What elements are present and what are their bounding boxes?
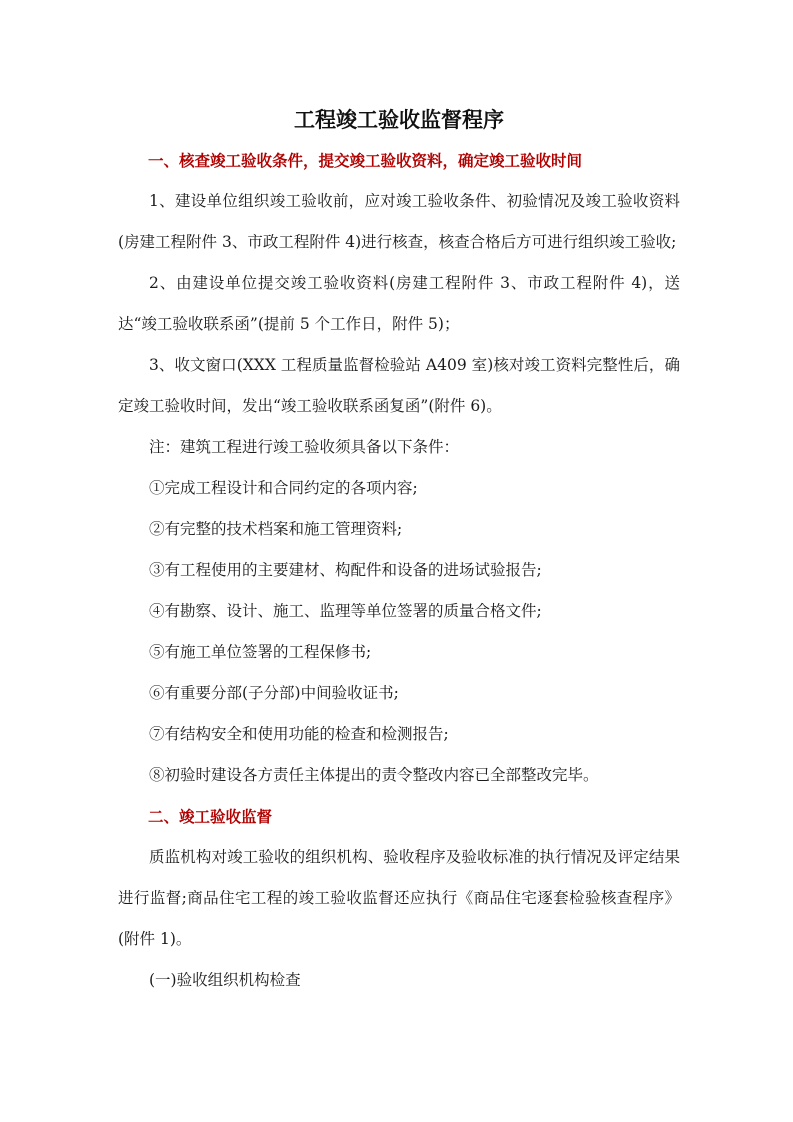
conditions-note: 注：建筑工程进行竣工验收须具备以下条件： [149, 438, 460, 456]
condition-item-8: ⑧初验时建设各方责任主体提出的责令整改内容已全部整改完毕。 [149, 766, 599, 784]
subsection-1-heading: (一)验收组织机构检查 [149, 971, 301, 989]
section-1-paragraph-3: 3、收文窗口(XXX 工程质量监督检验站 A409 室)核对竣工资料完整性后，确定竣工验收时间，发出“竣工验收联系函复函”(附件 6)。 [118, 356, 680, 415]
section-1-paragraph-1: 1、建设单位组织竣工验收前，应对竣工验收条件、初验情况及竣工验收资料(房建工程附件 3、市政工程附件 4)进行核查，核查合格后方可进行组织竣工验收; [118, 192, 680, 251]
section-2-paragraph-1: 质监机构对竣工验收的组织机构、验收程序及验收标准的执行情况及评定结果进行监督;商品住宅工程的竣工验收监督还应执行《商品住宅逐套检验核查程序》(附件 1)。 [118, 848, 680, 948]
condition-item-2: ②有完整的技术档案和施工管理资料; [149, 520, 403, 538]
section-2-heading: 二、竣工验收监督 [148, 807, 273, 826]
section-1-heading: 一、核查竣工验收条件，提交竣工验收资料，确定竣工验收时间 [148, 151, 583, 170]
condition-item-4: ④有勘察、设计、施工、监理等单位签署的质量合格文件; [149, 602, 542, 620]
condition-item-5: ⑤有施工单位签署的工程保修书; [149, 643, 372, 661]
condition-item-7: ⑦有结构安全和使用功能的检查和检测报告; [149, 725, 449, 743]
document-page [118, 100, 680, 1001]
condition-item-6: ⑥有重要分部(子分部)中间验收证书; [149, 684, 399, 702]
condition-item-3: ③有工程使用的主要建材、构配件和设备的进场试验报告; [149, 561, 542, 579]
document-title: 工程竣工验收监督程序 [294, 107, 504, 132]
section-1-paragraph-2: 2、由建设单位提交竣工验收资料(房建工程附件 3、市政工程附件 4)，送达“竣工验收联系函”(提前 5 个工作日，附件 5)； [118, 274, 680, 333]
condition-item-1: ①完成工程设计和合同约定的各项内容; [149, 479, 418, 497]
